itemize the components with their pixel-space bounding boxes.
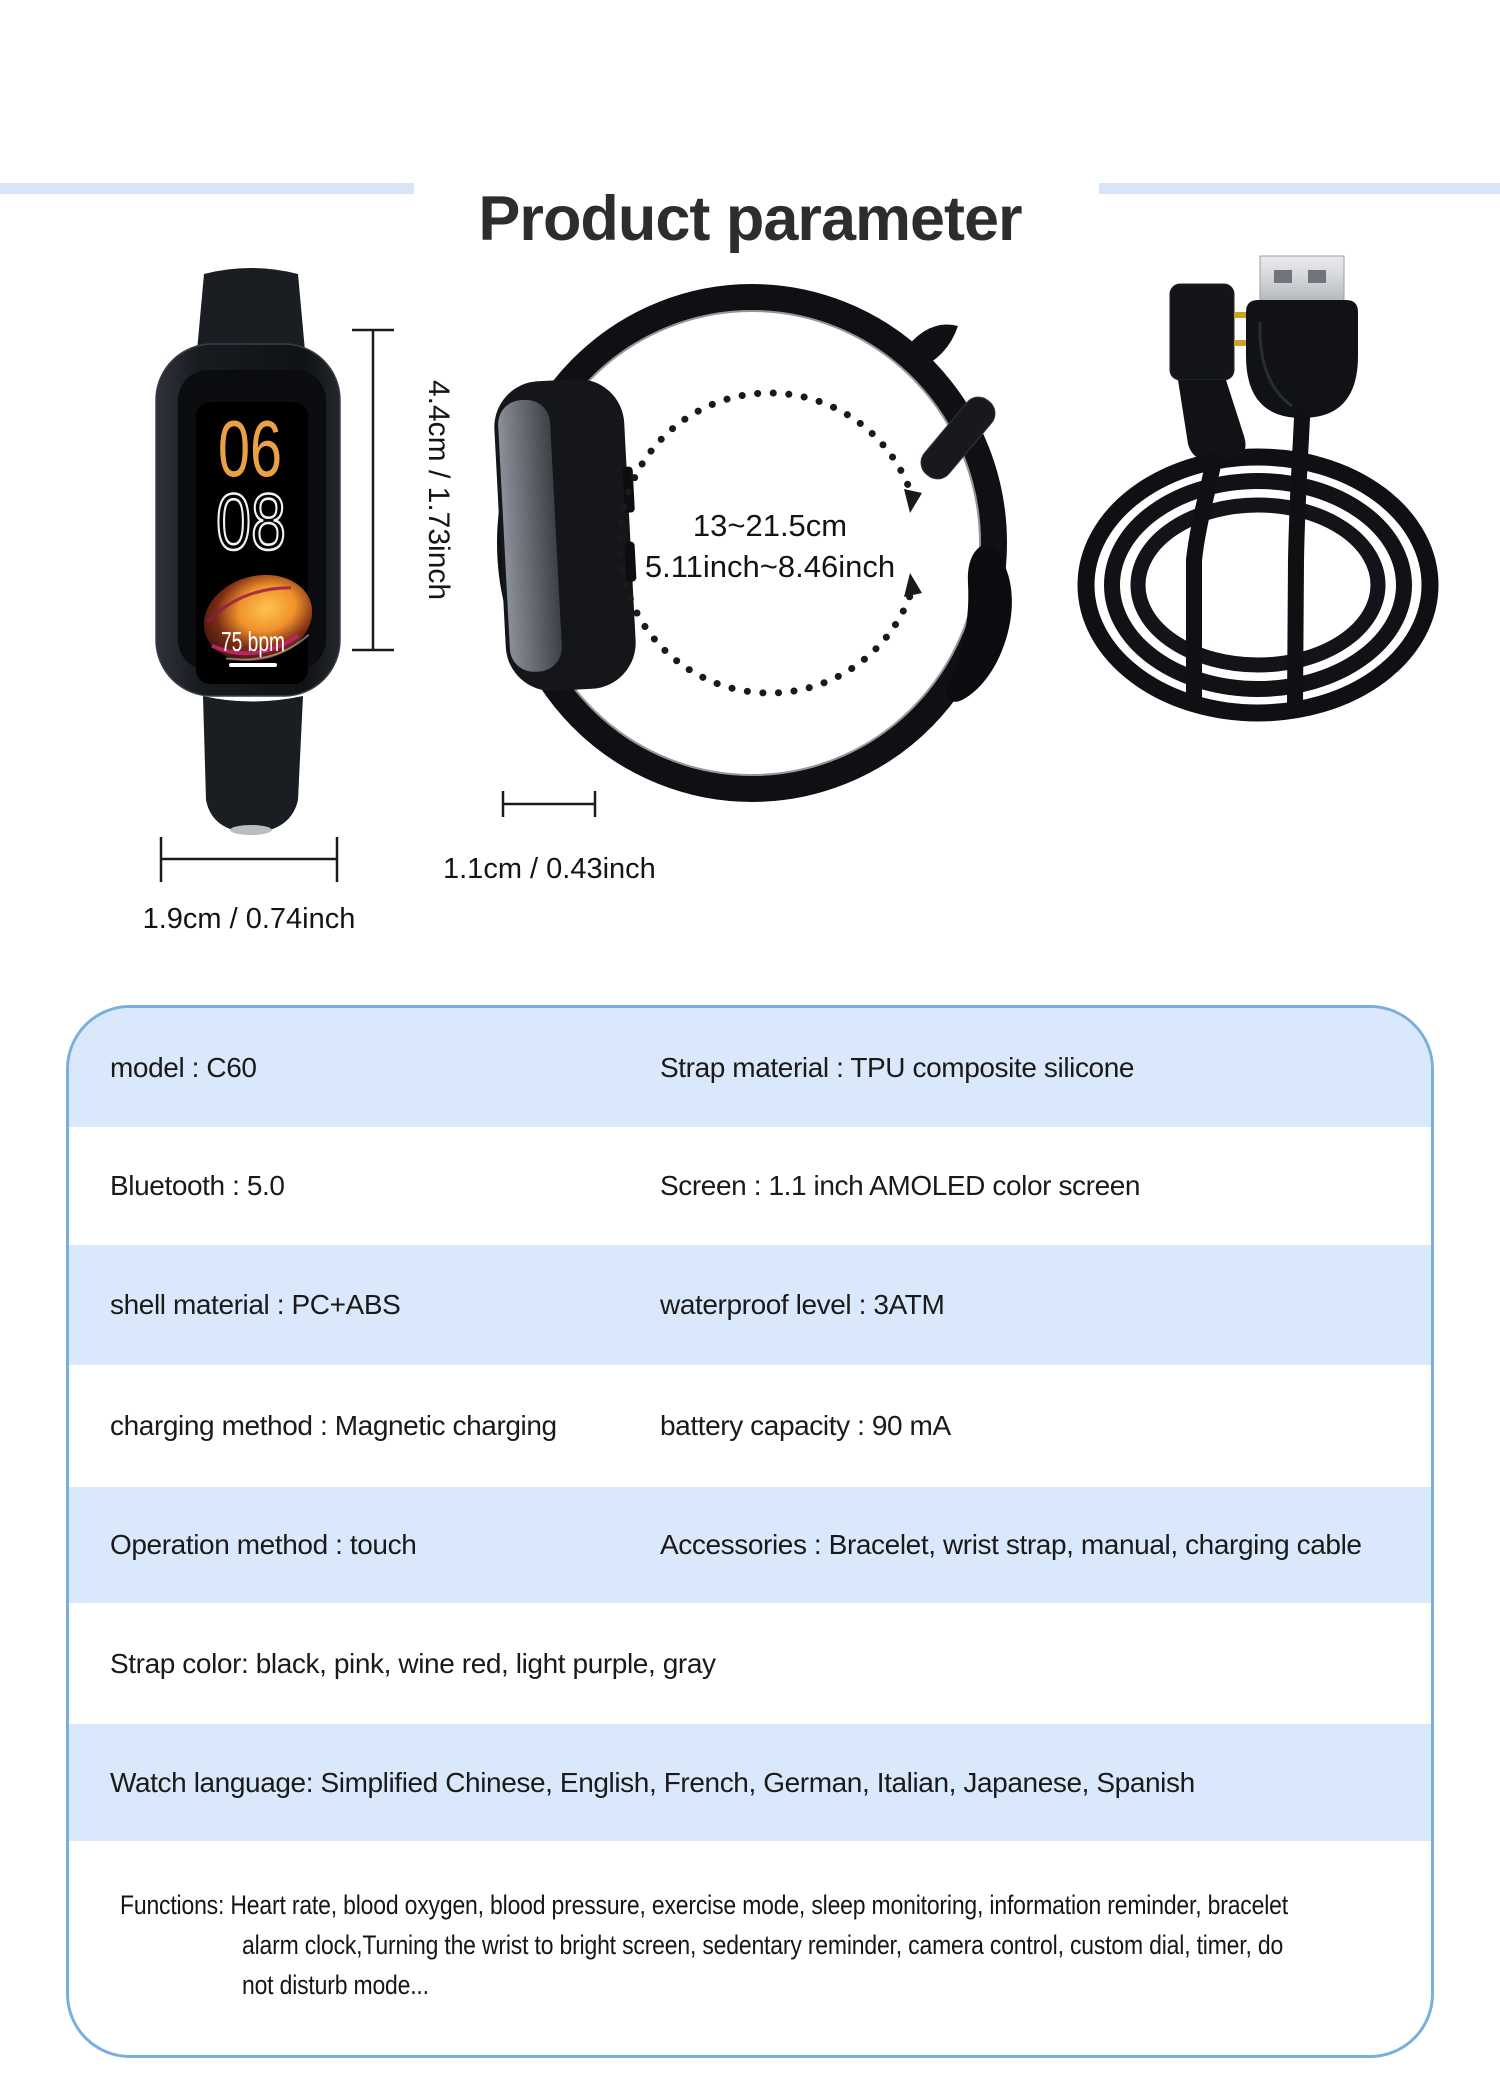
spec-cell-shell-material: shell material : PC+ABS bbox=[110, 1289, 401, 1320]
charging-cable-image bbox=[1086, 256, 1430, 713]
watch-front-image bbox=[143, 268, 455, 935]
circumference-dotted-circle bbox=[620, 393, 913, 693]
functions-line-3: not disturb mode... bbox=[242, 1970, 429, 2000]
screen-time-hour: 06 bbox=[218, 404, 282, 493]
spec-cell-screen: Screen : 1.1 inch AMOLED color screen bbox=[660, 1170, 1141, 1201]
spec-table bbox=[66, 1005, 1434, 2058]
spec-cell-operation: Operation method : touch bbox=[110, 1529, 417, 1560]
spec-cell-model: model : C60 bbox=[110, 1051, 257, 1083]
height-dimension-line bbox=[352, 330, 394, 650]
spec-row-charging bbox=[69, 1365, 1431, 1487]
thickness-dimension-label: 1.1cm / 0.43inch bbox=[443, 853, 656, 885]
height-dimension-label: 4.4cm / 1.73inch bbox=[422, 379, 455, 601]
width-dimension-line bbox=[161, 837, 337, 882]
spec-cell-waterproof: waterproof level : 3ATM bbox=[660, 1289, 945, 1320]
spec-cell-strap-material: Strap material : TPU composite silicone bbox=[660, 1051, 1135, 1083]
screen-time-minute: 08 bbox=[216, 477, 286, 566]
spec-cell-accessories: Accessories : Bracelet, wrist strap, manual, charging cable bbox=[660, 1529, 1362, 1560]
circumference-cm-label: 13~21.5cm bbox=[692, 508, 848, 543]
spec-cell-strap-color: Strap color: black, pink, wine red, light purple, gray bbox=[110, 1647, 716, 1679]
spec-row-language bbox=[69, 1724, 1431, 1841]
spec-cell-charging-method: charging method : Magnetic charging bbox=[110, 1410, 557, 1441]
thickness-dimension-line bbox=[503, 791, 595, 817]
spec-row-bluetooth bbox=[69, 1127, 1431, 1245]
width-dimension-label: 1.9cm / 0.74inch bbox=[142, 903, 356, 935]
spec-row-operation bbox=[69, 1487, 1431, 1603]
spec-row-shell bbox=[69, 1245, 1431, 1365]
page-title: Product parameter bbox=[478, 184, 1022, 255]
screen-heart-rate: 75 bpm bbox=[221, 626, 285, 657]
product-images bbox=[0, 230, 1500, 960]
spec-cell-bluetooth: Bluetooth : 5.0 bbox=[110, 1170, 285, 1201]
spec-row-functions bbox=[69, 1841, 1431, 2055]
circumference-inch-label: 5.11inch~8.46inch bbox=[644, 549, 896, 584]
functions-line-2: alarm clock,Turning the wrist to bright screen, sedentary reminder, camera control, custom dial, timer, do bbox=[242, 1930, 1284, 1960]
watch-side-image bbox=[443, 297, 1012, 885]
functions-line-1: Functions: Heart rate, blood oxygen, blood pressure, exercise mode, sleep monitoring, information reminder, bracelet bbox=[120, 1890, 1288, 1920]
spec-cell-battery: battery capacity : 90 mA bbox=[660, 1410, 951, 1441]
spec-row-strap-color bbox=[69, 1603, 1431, 1724]
spec-row-model bbox=[69, 1008, 1431, 1127]
spec-cell-language: Watch language: Simplified Chinese, English, French, German, Italian, Japanese, Spanish bbox=[110, 1766, 1195, 1798]
